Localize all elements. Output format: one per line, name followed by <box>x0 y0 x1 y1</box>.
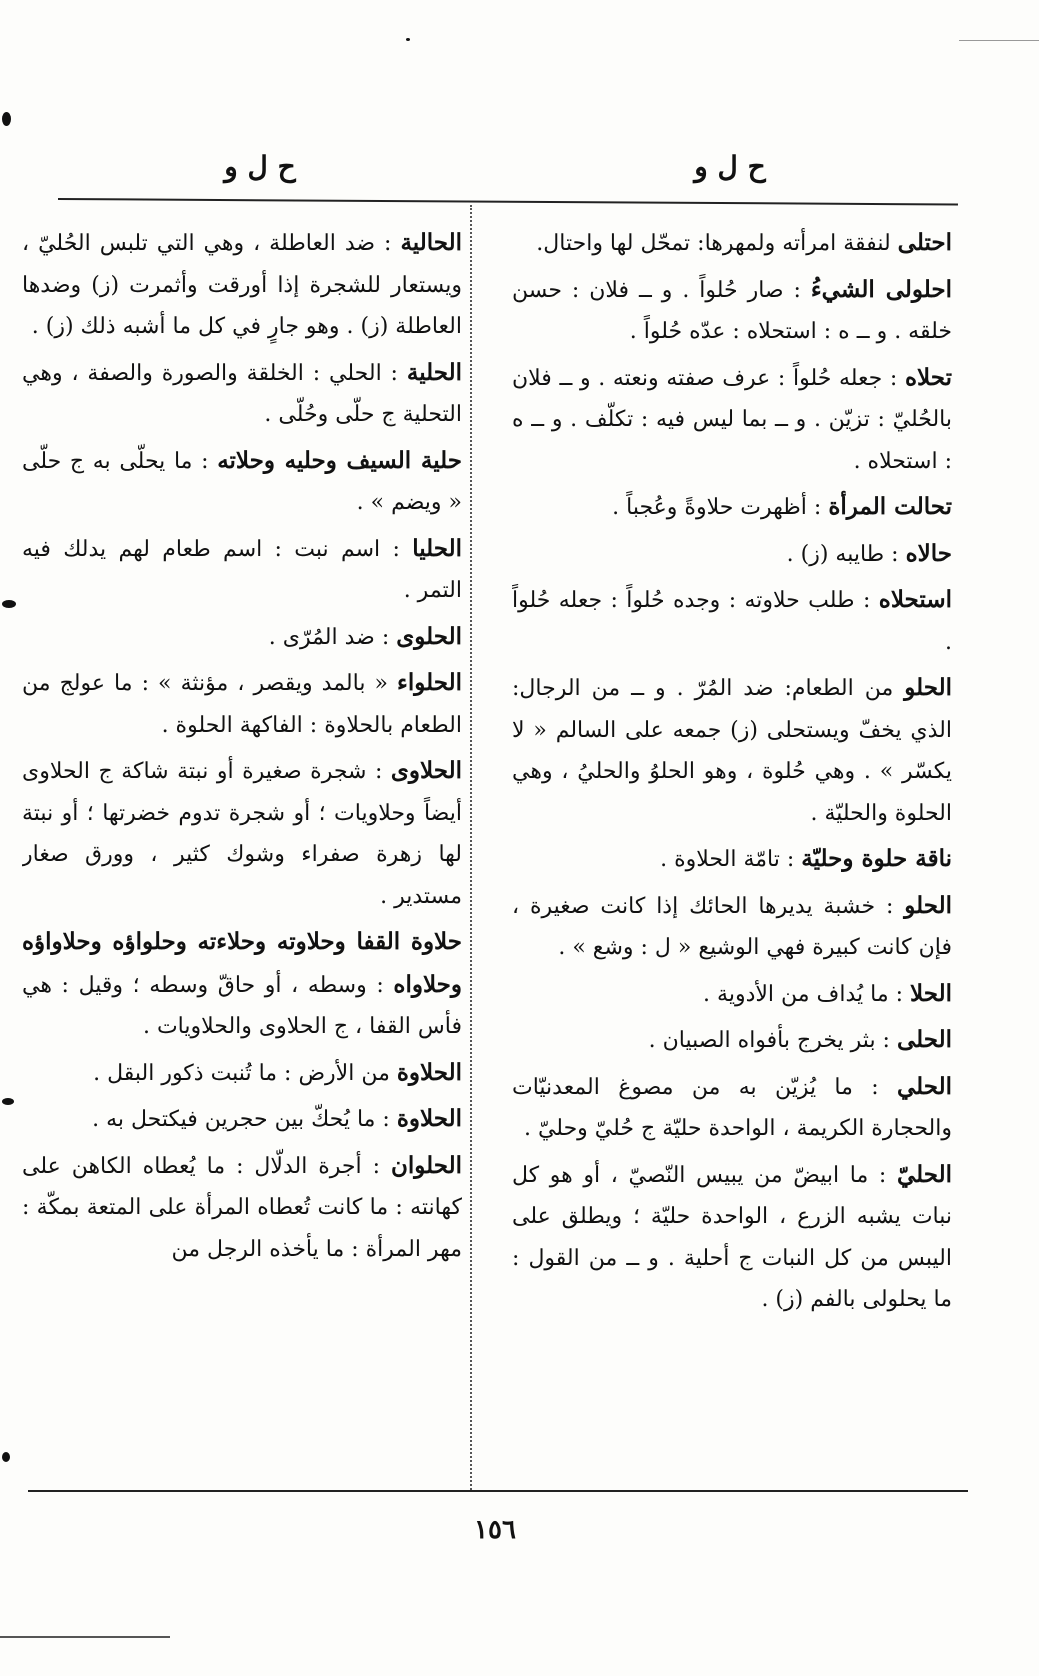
scan-speck <box>2 1098 14 1105</box>
scan-speck <box>2 600 16 608</box>
entry-headword: الحليا <box>412 534 462 562</box>
entry-headword: حالاه <box>905 539 952 567</box>
entry-headword: الحلوى <box>396 622 462 650</box>
entry-headword: الحلوان <box>390 1151 462 1179</box>
entry-definition: : طايبه (ز) . <box>786 541 899 567</box>
dictionary-entry <box>512 838 952 881</box>
dictionary-entry <box>22 750 462 917</box>
entry-headword: الحلا <box>910 979 952 1007</box>
dictionary-entry <box>512 357 952 483</box>
entry-headword: الحلاوة <box>396 1058 462 1086</box>
column-divider <box>470 205 472 1490</box>
entry-definition: : ما يُداف من الأدوية . <box>703 981 904 1007</box>
dictionary-entry <box>512 222 952 265</box>
entry-definition: : جعله حُلواً : عرف صفته ونعته . و ــ فلان بالحُليّ : تزيّن . و ــ بما ليس فيه : تكلّف . و ــ ه : استحلاه . <box>512 365 952 474</box>
entry-definition: : ما يُزيّن به من مصوغ المعدنيّات والحجارة الكريمة ، الواحدة حليّة ج حُليّ وحليّ . <box>512 1074 952 1141</box>
entry-headword: احتلى <box>897 229 952 256</box>
dictionary-entry <box>22 616 462 659</box>
entry-headword: الحلو <box>904 891 952 919</box>
entry-headword: الحلاوة <box>396 1105 462 1132</box>
running-header-left: ح ل و <box>224 150 296 183</box>
entry-headword: الحلاوى <box>390 757 462 784</box>
entry-headword: الحلى <box>896 1026 952 1053</box>
dictionary-entry <box>512 1066 952 1150</box>
dictionary-entry <box>512 1019 952 1062</box>
entry-definition: : ما يحلّى به ج حلّى « ويضم » . <box>22 448 462 515</box>
entry-definition: : ما ابيضّ من يبيس النّصيّ ، أو هو كل نبات يشبه الزرع ، الواحدة حليّة ؛ ويطلق على اليبس من كل النبات ج أحلية . و ــ من القول : ما يحلولى بالفم (ز) . <box>512 1162 952 1312</box>
entry-definition: : الحلي : الخلقة والصورة والصفة ، وهي التحلية ج حلّى وحُلّى . <box>22 360 462 427</box>
running-header-right: ح ل و <box>694 150 766 183</box>
page-number: ١٥٦ <box>474 1515 516 1545</box>
entry-headword: الحلية <box>406 358 462 386</box>
scan-artifact-line <box>959 40 1039 41</box>
entry-headword: تحلاه <box>904 363 952 391</box>
scan-speck <box>2 112 11 126</box>
entry-definition: : ما يُحكّ بين حجرين فيكتحل به . <box>92 1107 390 1132</box>
entry-headword: استحلاه <box>878 586 952 613</box>
entry-headword: الحلو <box>904 674 952 701</box>
entry-definition: لنفقة امرأته ولمهرها: تمحّل لها واحتال. <box>536 231 891 256</box>
left-column <box>22 222 462 1482</box>
dictionary-entry <box>512 486 952 529</box>
scan-artifact-line <box>0 1636 170 1638</box>
dictionary-entry <box>22 662 462 746</box>
entry-definition: : أجرة الدلّال : ما يُعطاه الكاهن على كهانته : ما كانت تُعطاه المرأة على المتعة بمكّة : مهر المرأة : ما يأخذه الرجل من <box>22 1153 462 1262</box>
dictionary-entry <box>512 667 952 834</box>
dictionary-entry <box>22 921 462 1048</box>
entry-definition: : أظهرت حلاوةً وعُجباً . <box>612 495 822 520</box>
entry-headword: الحلي <box>896 1072 952 1100</box>
footer-rule <box>28 1490 968 1492</box>
scan-speck <box>2 1452 10 1462</box>
entry-definition: « بالمد ويقصر ، مؤنثة » : ما عولج من الطعام بالحلاوة : الفاكهة الحلوة . <box>22 671 462 738</box>
entry-headword: الحالية <box>400 229 462 256</box>
entry-headword: حلية السيف وحليه وحلاته <box>217 446 462 474</box>
entry-definition: من الأرض : ما تُنبت ذكور البقل . <box>93 1060 390 1086</box>
dictionary-entry <box>512 579 952 663</box>
entry-headword: حلاوة القفا وحلاوته وحلاءته وحلواؤه وحلاواؤه وحلاواه <box>22 928 462 998</box>
dictionary-entry <box>512 885 952 969</box>
dictionary-entry <box>22 440 462 524</box>
entry-definition: : اسم نبت : اسم طعام لهم يدلك فيه التمر . <box>22 536 462 603</box>
dictionary-entry <box>22 528 462 612</box>
entry-definition: : تامّة الحلاوة . <box>660 847 795 872</box>
dictionary-entry <box>512 973 952 1016</box>
dictionary-entry <box>22 1145 462 1271</box>
entry-headword: احلولى الشيءُ <box>810 275 952 303</box>
entry-definition: : بثر يخرج بأفواه الصبيان . <box>648 1028 890 1053</box>
right-column <box>512 222 952 1482</box>
entry-definition: : ضد العاطلة ، وهي التي تلبس الحُليّ ، ويستعار للشجرة إذا أورقت وأثمرت (ز) وضدها العاطلة (ز) . وهو جارٍ في كل ما أشبه ذلك (ز) . <box>22 231 462 339</box>
header-rule <box>58 198 958 205</box>
dictionary-entry <box>22 352 462 436</box>
entry-headword: تحالت المرأة <box>828 493 952 520</box>
entry-definition: : خشبة يديرها الحائك إذا كانت صغيرة ، فإن كانت كبيرة فهي الوشيع « ل : وشع » . <box>512 893 952 960</box>
dictionary-entry <box>512 533 952 576</box>
entry-definition: : شجرة صغيرة أو نبتة شاكة ج الحلاوى أيضاً وحلاويات ؛ أو شجرة تدوم خضرتها ؛ أو نبتة لها زهرة صفراء وشوك كثير ، وورق صغار مستدير . <box>22 759 462 909</box>
entry-definition: من الطعام: ضد المُرّ . و ــ من الرجال: الذي يخفّ ويستحلى (ز) جمعه على السالم « لا يكسّر » . وهي حُلوة ، وهو الحلوُ والحليُ ، وهي الحلوة والحليّة . <box>512 676 952 826</box>
entry-headword: الحلواء <box>397 669 462 696</box>
entry-headword: الحليّ <box>896 1160 952 1188</box>
dictionary-entry <box>22 1052 462 1095</box>
dictionary-entry <box>22 222 462 348</box>
entry-definition: : ضد المُرّى . <box>268 624 390 650</box>
entry-definition: : طلب حلاوته : وجده حُلواً : جعله حُلواً . <box>512 588 952 655</box>
scan-speck <box>406 38 410 41</box>
entry-definition: : صار حُلواً . و ــ فلان : حسن خلقه . و ــ ه : استحلاه : عدّه حُلواً . <box>512 277 952 344</box>
dictionary-entry <box>512 1154 952 1321</box>
dictionary-entry <box>22 1098 462 1141</box>
entry-headword: ناقة حلوة وحليّة <box>801 845 952 872</box>
dictionary-entry <box>512 269 952 353</box>
entry-definition: : وسطه ، أو حاقّ وسطه ؛ وقيل : هي فأس القفا ، ج الحلاوى والحلاويات . <box>22 972 462 1039</box>
